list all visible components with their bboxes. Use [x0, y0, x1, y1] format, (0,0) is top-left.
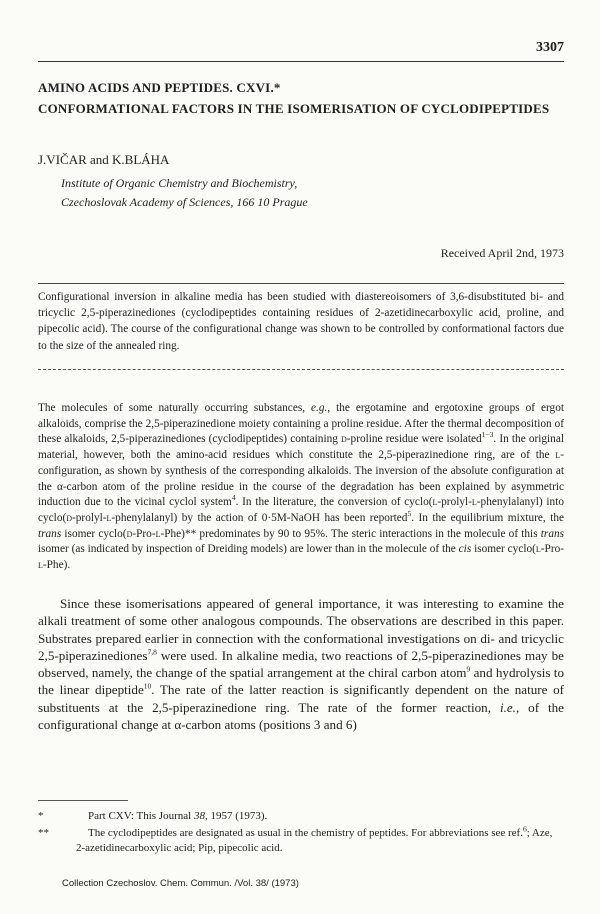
body-paragraph-1: The molecules of some naturally occurring substances, e.g., the ergotamine and ergotoxine groups of ergot alkaloids, comprise the 2,5-piperazinedione moiety containing a proline residue. After the thermal decomposition of these alkaloids, 2,5-piperazinediones (cyclodipeptides) containing d-proline residue were isolated$^{1-3}$. In the original material, however, both the amino-acid residues which constitute the 2,5-piperazinedione ring, are of the l-configuration, as shown by synthesis of the corresponding alkaloids. The inversion of the absolute configuration at the α-carbon atom of the proline residue in the course of the degradation has been explained by asymmetric induction due to the vicinal cyclol system$^4$. In the literature, the conversion of cyclo(l-prolyl-l-phenylalanyl) into cyclo(d-prolyl-l-phenylalanyl) by the action of 0·5M-NaOH has been reported$^5$. In the equilibrium mixture, the trans isomer cyclo(d-Pro-l-Phe)** predominates by 90 to 95%. The steric interactions in the molecule of this trans isomer (as indicated by inspection of Dreiding models) are lower than in the molecule of the cis isomer cyclo(l-Pro-l-Phe). — [38, 402, 565, 572]
affiliation — [61, 174, 308, 212]
footnote-mark: * — [38, 810, 44, 822]
received-date: Received April 2nd, 1973 — [440, 246, 564, 260]
reference-marker: 10 — [143, 682, 152, 692]
reference-marker: 4 — [231, 493, 236, 503]
reference-marker: 1−3 — [481, 430, 494, 440]
footnote-2: ** The cyclodipeptides are designated as usual in the chemistry of peptides. For abbreviations see ref.$^6$; Aze, 2-azetidinecarboxylic acid; Pip, pipecolic acid. — [38, 824, 553, 854]
reference-marker: 9 — [466, 664, 471, 674]
reference-marker: 5 — [407, 509, 412, 519]
affiliation-line-1: Institute of Organic Chemistry and Biochemistry, — [61, 176, 298, 190]
reference-marker: 7,8 — [147, 647, 157, 657]
authors: J.VIČAR and K.BLÁHA — [38, 152, 170, 167]
journal-footer: Collection Czechoslov. Chem. Commun. /Vol. 38/ (1973) — [62, 878, 299, 889]
article-title: CONFORMATIONAL FACTORS IN THE ISOMERISATION OF CYCLODIPEPTIDES — [38, 101, 550, 116]
affiliation-line-2: Czechoslovak Academy of Sciences, 166 10 Prague — [61, 195, 308, 209]
footnote-rule — [38, 800, 128, 801]
page-number: 3307 — [536, 40, 564, 55]
body-paragraph-2: Since these isomerisations appeared of general importance, it was interesting to examine the alkali treatment of some other analogous compounds. The observations are described in this paper. Substrates prepared earlier in connection with the conformational investigations on di- and tricyclic 2,5-piperazinediones$^{7,8}$ were used. In alkaline media, two reactions of 2,5-piperazinediones may be observed, namely, the change of the spatial arrangement at the chiral carbon atom$^9$ and hydrolysis to the linear dipeptide$^{10}$. The rate of the latter reaction is significantly dependent on the nature of substituents at the 2,5-piperazinedione ring. The rate of the former reaction, i.e., of the configurational change at α-carbon atoms (positions 3 and 6) — [38, 596, 564, 733]
abstract-bottom-rule — [38, 369, 564, 370]
footnote-1: * Part CXV: This Journal 38, 1957 (1973). — [38, 810, 268, 822]
abstract: Configurational inversion in alkaline media has been studied with diastereoisomers of 3,6-disubstituted bi- and tricyclic 2,5-piperazinediones (cyclodipeptides containing residues of 2-azetidinecarboxylic acid, proline, and pipecolic acid). The course of the configurational change was shown to be controlled by conformational factors due to the size of the annealed ring. — [38, 291, 564, 352]
footnote-mark: ** — [38, 827, 49, 839]
header-rule — [38, 61, 564, 62]
series-title: AMINO ACIDS AND PEPTIDES. CXVI.* — [38, 80, 281, 95]
abstract-top-rule — [38, 283, 564, 284]
